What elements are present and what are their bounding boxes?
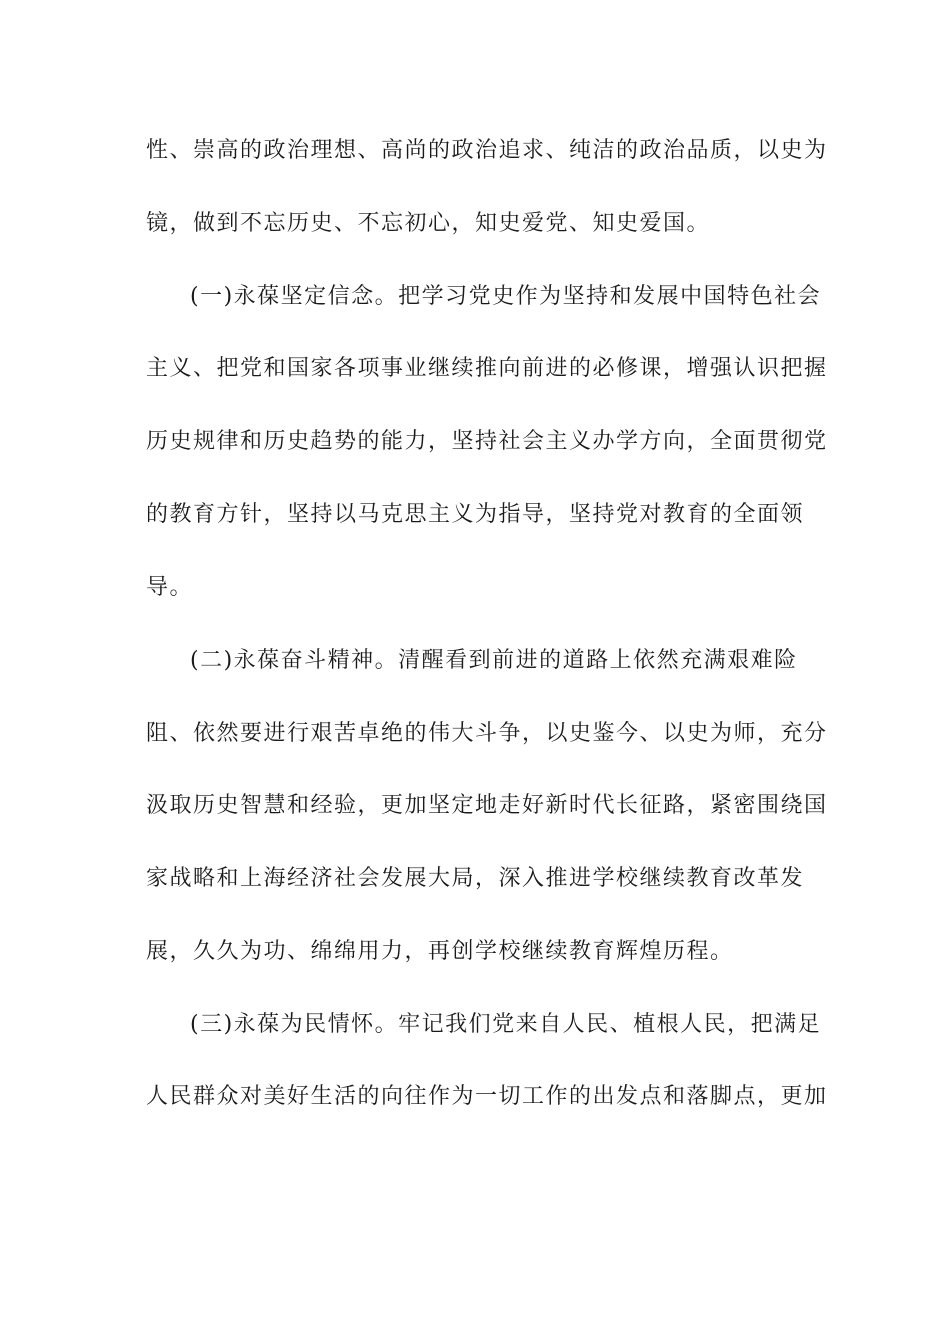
text-line: 汲取历史智慧和经验，更加坚定地走好新时代长征路，紧密围绕国 [146, 793, 828, 818]
text-line: 人民群众对美好生活的向往作为一切工作的出发点和落脚点，更加 [146, 1084, 828, 1109]
paragraph-heading-line: (三)永葆为民情怀。牢记我们党来自人民、植根人民，把满足 [190, 1012, 822, 1037]
text-line: 主义、把党和国家各项事业继续推向前进的必修课，增强认识把握 [146, 356, 828, 381]
paragraph-heading-line: (二)永葆奋斗精神。清醒看到前进的道路上依然充满艰难险 [190, 648, 798, 673]
text-line: 家战略和上海经济社会发展大局，深入推进学校继续教育改革发 [146, 866, 805, 891]
paragraph-heading-line: (一)永葆坚定信念。把学习党史作为坚持和发展中国特色社会 [190, 284, 822, 309]
text-line: 的教育方针，坚持以马克思主义为指导，坚持党对教育的全面领 [146, 502, 805, 527]
text-line: 展，久久为功、绵绵用力，再创学校继续教育辉煌历程。 [146, 939, 734, 964]
text-line: 镜，做到不忘历史、不忘初心，知史爱党、知史爱国。 [146, 211, 711, 236]
text-line: 导。 [146, 575, 194, 600]
text-line: 历史规律和历史趋势的能力，坚持社会主义办学方向，全面贯彻党 [146, 429, 828, 454]
text-line: 阻、依然要进行艰苦卓绝的伟大斗争，以史鉴今、以史为师，充分 [146, 721, 828, 746]
text-line: 性、崇高的政治理想、高尚的政治追求、纯洁的政治品质，以史为 [146, 138, 828, 163]
